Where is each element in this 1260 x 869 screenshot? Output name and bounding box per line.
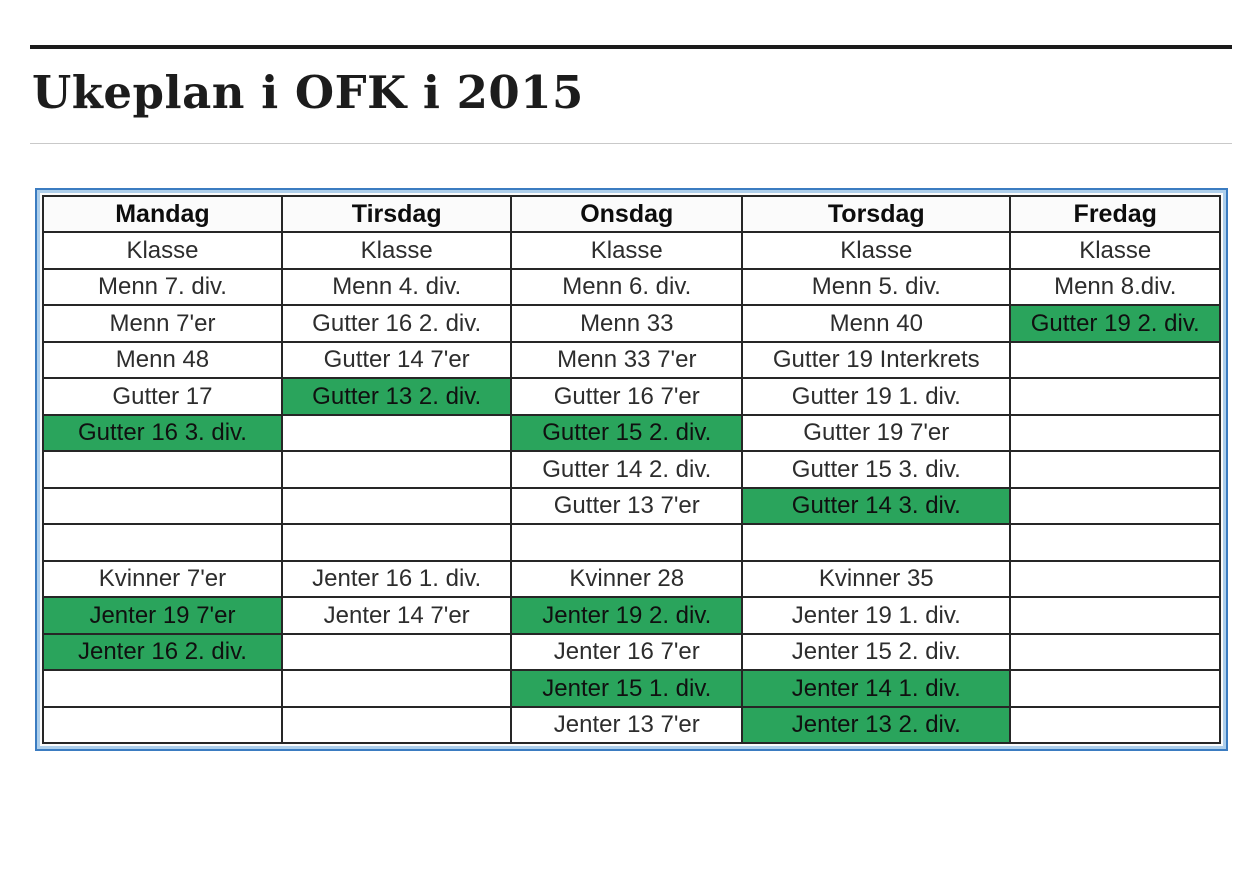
schedule-cell-empty <box>282 415 512 452</box>
schedule-table <box>42 195 1221 745</box>
day-header-mandag: Mandag <box>43 196 282 233</box>
schedule-cell: Klasse <box>511 232 742 269</box>
schedule-cell: Menn 6. div. <box>511 269 742 306</box>
schedule-cell-empty <box>511 524 742 561</box>
schedule-row <box>43 707 1220 744</box>
schedule-cell: Gutter 16 7'er <box>511 378 742 415</box>
schedule-cell-empty <box>282 451 512 488</box>
schedule-body <box>43 232 1220 743</box>
schedule-cell: Gutter 16 3. div. <box>43 415 282 452</box>
schedule-row <box>43 597 1220 634</box>
schedule-cell: Jenter 16 2. div. <box>43 634 282 671</box>
schedule-cell: Gutter 19 Interkrets <box>742 342 1010 379</box>
schedule-row <box>43 634 1220 671</box>
day-header-torsdag: Torsdag <box>742 196 1010 233</box>
schedule-cell-empty <box>1010 342 1220 379</box>
schedule-cell-empty <box>1010 415 1220 452</box>
schedule-head <box>43 196 1220 233</box>
top-divider <box>30 45 1232 49</box>
page-title: Ukeplan i OFK i 2015 <box>32 66 584 119</box>
schedule-cell: Gutter 13 7'er <box>511 488 742 525</box>
schedule-cell-empty <box>1010 597 1220 634</box>
schedule-cell: Menn 48 <box>43 342 282 379</box>
schedule-cell-empty <box>282 524 512 561</box>
schedule-row <box>43 415 1220 452</box>
schedule-cell: Kvinner 28 <box>511 561 742 598</box>
schedule-cell: Klasse <box>43 232 282 269</box>
schedule-cell: Jenter 15 1. div. <box>511 670 742 707</box>
schedule-row <box>43 670 1220 707</box>
title-divider <box>30 143 1232 144</box>
schedule-cell: Jenter 14 1. div. <box>742 670 1010 707</box>
schedule-cell: Jenter 19 2. div. <box>511 597 742 634</box>
schedule-cell-empty <box>1010 561 1220 598</box>
schedule-cell: Kvinner 7'er <box>43 561 282 598</box>
schedule-cell: Menn 5. div. <box>742 269 1010 306</box>
schedule-cell: Jenter 16 1. div. <box>282 561 512 598</box>
schedule-cell-empty <box>282 634 512 671</box>
schedule-row <box>43 524 1220 561</box>
schedule-cell: Jenter 14 7'er <box>282 597 512 634</box>
schedule-cell-empty <box>1010 524 1220 561</box>
schedule-cell: Gutter 17 <box>43 378 282 415</box>
schedule-cell-empty <box>282 707 512 744</box>
schedule-cell-empty <box>1010 707 1220 744</box>
schedule-row <box>43 342 1220 379</box>
schedule-frame <box>35 188 1228 752</box>
schedule-cell-empty <box>43 488 282 525</box>
schedule-cell: Gutter 13 2. div. <box>282 378 512 415</box>
day-header-row <box>43 196 1220 233</box>
schedule-row <box>43 451 1220 488</box>
schedule-cell: Gutter 15 3. div. <box>742 451 1010 488</box>
schedule-cell: Gutter 14 7'er <box>282 342 512 379</box>
schedule-cell-empty <box>742 524 1010 561</box>
schedule-cell: Menn 8.div. <box>1010 269 1220 306</box>
schedule-cell: Gutter 14 2. div. <box>511 451 742 488</box>
schedule-cell-empty <box>43 670 282 707</box>
schedule-cell: Jenter 16 7'er <box>511 634 742 671</box>
schedule-cell-empty <box>43 707 282 744</box>
schedule-cell-empty <box>43 524 282 561</box>
schedule-row <box>43 488 1220 525</box>
schedule-cell: Klasse <box>742 232 1010 269</box>
schedule-cell: Gutter 16 2. div. <box>282 305 512 342</box>
page-content <box>30 45 1232 751</box>
schedule-cell-empty <box>282 488 512 525</box>
schedule-cell-empty <box>1010 670 1220 707</box>
schedule-cell: Menn 4. div. <box>282 269 512 306</box>
schedule-row <box>43 269 1220 306</box>
schedule-cell: Gutter 19 2. div. <box>1010 305 1220 342</box>
schedule-cell: Menn 33 <box>511 305 742 342</box>
schedule-cell: Kvinner 35 <box>742 561 1010 598</box>
schedule-cell: Menn 33 7'er <box>511 342 742 379</box>
schedule-row <box>43 232 1220 269</box>
day-header-fredag: Fredag <box>1010 196 1220 233</box>
schedule-cell: Klasse <box>1010 232 1220 269</box>
schedule-cell: Jenter 13 2. div. <box>742 707 1010 744</box>
schedule-row <box>43 378 1220 415</box>
schedule-cell-empty <box>1010 634 1220 671</box>
day-header-onsdag: Onsdag <box>511 196 742 233</box>
schedule-cell: Jenter 15 2. div. <box>742 634 1010 671</box>
day-header-tirsdag: Tirsdag <box>282 196 512 233</box>
schedule-cell: Jenter 19 7'er <box>43 597 282 634</box>
schedule-row <box>43 561 1220 598</box>
schedule-cell-empty <box>43 451 282 488</box>
schedule-cell: Gutter 19 1. div. <box>742 378 1010 415</box>
schedule-cell: Menn 40 <box>742 305 1010 342</box>
schedule-cell-empty <box>1010 488 1220 525</box>
schedule-cell-empty <box>1010 378 1220 415</box>
schedule-cell: Gutter 14 3. div. <box>742 488 1010 525</box>
schedule-row <box>43 305 1220 342</box>
schedule-cell-empty <box>282 670 512 707</box>
schedule-cell: Menn 7. div. <box>43 269 282 306</box>
schedule-cell-empty <box>1010 451 1220 488</box>
schedule-cell: Klasse <box>282 232 512 269</box>
schedule-cell: Menn 7'er <box>43 305 282 342</box>
schedule-cell: Jenter 13 7'er <box>511 707 742 744</box>
schedule-cell: Gutter 15 2. div. <box>511 415 742 452</box>
schedule-cell: Gutter 19 7'er <box>742 415 1010 452</box>
schedule-cell: Jenter 19 1. div. <box>742 597 1010 634</box>
